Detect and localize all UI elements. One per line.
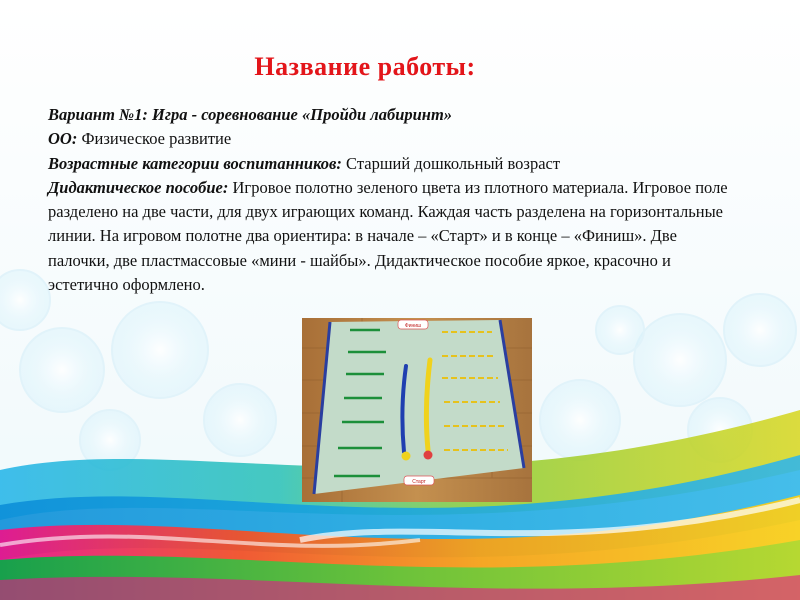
variant-label: Вариант №1: Игра - соревнование «Пройди лабиринт»	[48, 105, 453, 124]
variant-line	[48, 103, 728, 127]
age-line	[48, 152, 728, 176]
yellow-puck	[402, 452, 411, 461]
aid-text: Игровое полотно зеленого цвета из плотного материала. Игровое поле разделено на две части, для двух играющих команд. Каждая часть разделена на горизонтальные линии. На игровом полотне два ориентира: в начале – «Старт» и в конце – «Финиш». Две палочки, две пластмассовые «мини - шайбы». Дидактическое пособие яркое, красочно и эстетично оформлено.	[48, 177, 728, 295]
age-value: Старший дошкольный возраст	[341, 153, 561, 173]
red-puck	[424, 451, 433, 460]
oo-line	[48, 127, 728, 151]
oo-value: Физическое развитие	[77, 129, 232, 149]
game-mat	[314, 320, 524, 494]
start-label: Старт	[412, 479, 426, 485]
slide-title: Название работы:	[254, 52, 476, 81]
oo-label: ОО:	[48, 129, 78, 149]
age-label: Возрастные категории воспитанников:	[48, 153, 342, 173]
description-text	[48, 103, 728, 297]
finish-label: Финиш	[404, 323, 422, 329]
game-mat-photo	[302, 318, 532, 502]
aid-paragraph	[48, 176, 728, 297]
aid-label: Дидактическое пособие:	[48, 177, 229, 197]
